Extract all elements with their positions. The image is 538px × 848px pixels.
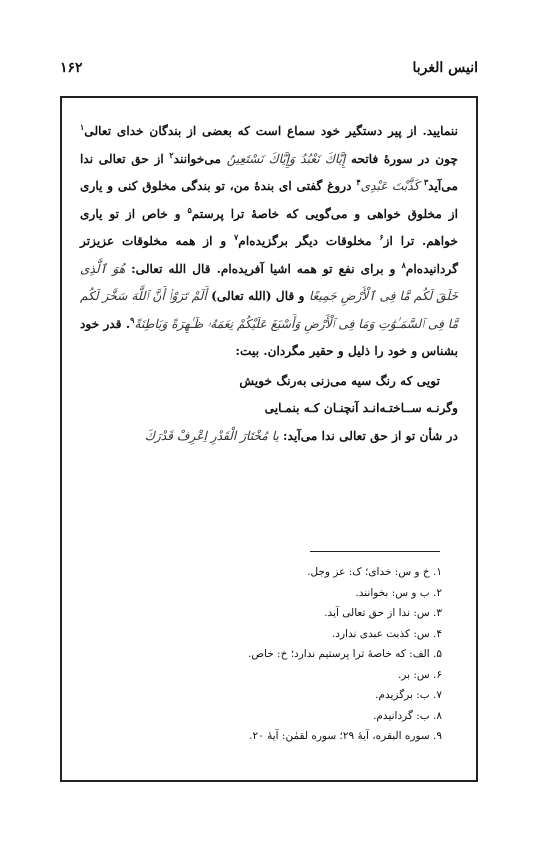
- footnote: ۷. ب: برگزیدم.: [375, 689, 442, 701]
- text-run: . قدر خود بشناس و خود را ذلیل و حقیر مگردان. بیت:: [80, 316, 458, 358]
- poem: [80, 368, 458, 423]
- footnote-ref-8: ۸: [401, 259, 406, 270]
- main-text: [80, 118, 458, 450]
- text-run: و از همه مخلوقات عزیزتر گردانیده‌ام: [80, 234, 458, 276]
- text-run: و برای نفع تو همه اشیا آفریده‌ام. قال الله تعالی:: [125, 261, 402, 276]
- footnote: ۶. س: بر.: [397, 668, 442, 681]
- running-header: [60, 60, 478, 84]
- footnote-ref-3: ۳: [423, 176, 429, 187]
- quran-verse: إِيَّاكَ نَعْبُدُ وَإِيَّاكَ نَسْتَعِينُ: [226, 151, 346, 166]
- poem-line: تویی که رنگ سیه می‌زنی به‌رنگ خویش: [239, 373, 440, 388]
- footnote-ref-4: ۴: [356, 176, 361, 187]
- footnote: ۴. س: کذبت عبدی ندارد.: [331, 627, 442, 640]
- page-number: ۱۶۲: [60, 60, 83, 76]
- footnotes: [96, 562, 442, 747]
- footnote-ref-2: ۲: [169, 149, 174, 160]
- footnote: ۸. ب: گردانیدم.: [373, 709, 442, 722]
- book-title: انیس الغربا: [412, 60, 478, 76]
- quran-verse: هُوَ ٱلَّذِى خَلَقَ لَكُم مَّا فِى ٱلْأَرْضِ جَمِيعًا: [80, 261, 458, 303]
- text-run: ننمایید. از پیر دستگیر خود سماع است که بعضی از بندگان خدای تعالی: [84, 124, 458, 138]
- footnote-ref-6: ۶: [379, 231, 384, 242]
- footnote: ۱. خ و س: خدای؛ ک: عز وجل.: [307, 566, 442, 578]
- text-run: می‌خوانند: [173, 151, 227, 166]
- text-run: مخلوقات دیگر برگزیده‌ام: [238, 234, 380, 248]
- footnote: ۲. ب و س: بخوانند.: [355, 586, 442, 599]
- footnote: ۵. الف: که خاصهٔ ترا پرستیم ندارد؛ خ: خاص.: [247, 648, 442, 660]
- quran-verse: أَلَمْ تَرَوْا۟ أَنَّ ٱللَّهَ سَخَّرَ لَكُم مَّا فِى ٱلسَّمَـٰوَٰتِ وَمَا فِى ٱلْأَرْضِ وَأَسْبَغَ عَلَيْكُمْ نِعَمَهُۥ ظَـٰهِرَةً وَبَاطِنَةً: [80, 289, 458, 331]
- body-paragraph: [80, 118, 458, 366]
- body-paragraph: [80, 423, 458, 451]
- footnote-ref-9: ۹: [130, 314, 135, 325]
- footnote-ref-1: ۱: [80, 121, 85, 132]
- text-run: از حق تعالی ندا می‌آید: [80, 151, 458, 193]
- poem-line: وگرنـه ســاختـه‌انـد آنچنـان کـه بنمـایی: [264, 401, 458, 415]
- text-run: و قال (الله تعالی): [206, 289, 309, 303]
- text-run: در شأن تو از حق تعالی ندا می‌آید:: [278, 428, 458, 443]
- arabic-quote: یا مُخْتَارَ الْقَدْرِ اِعْرِفْ قَدْرَكَ: [144, 428, 279, 443]
- footnote: ۳. س: ندا از حق تعالی آید.: [324, 607, 442, 619]
- quran-verse: كَذَّبْتَ عَبْدِى: [360, 179, 424, 193]
- footnote-ref-5: ۵: [187, 204, 192, 215]
- footnote-ref-7: ۷: [234, 231, 239, 242]
- text-run: چون در سورهٔ فاتحه: [345, 151, 458, 166]
- footnote-separator: [310, 551, 440, 552]
- text-run: و خاص از تو یاری خواهم. ترا از: [80, 206, 458, 248]
- footnote: ۹. سوره البقره، آیهٔ ۲۹؛ سوره لقمٰن: آیهٔ ۲۰.: [249, 730, 442, 742]
- text-run: دروغ گفتی ای بندهٔ من، تو بندگی مخلوق کنی و یاری از مخلوق خواهی و می‌گویی که خاصهٔ ترا پرستم: [80, 179, 458, 221]
